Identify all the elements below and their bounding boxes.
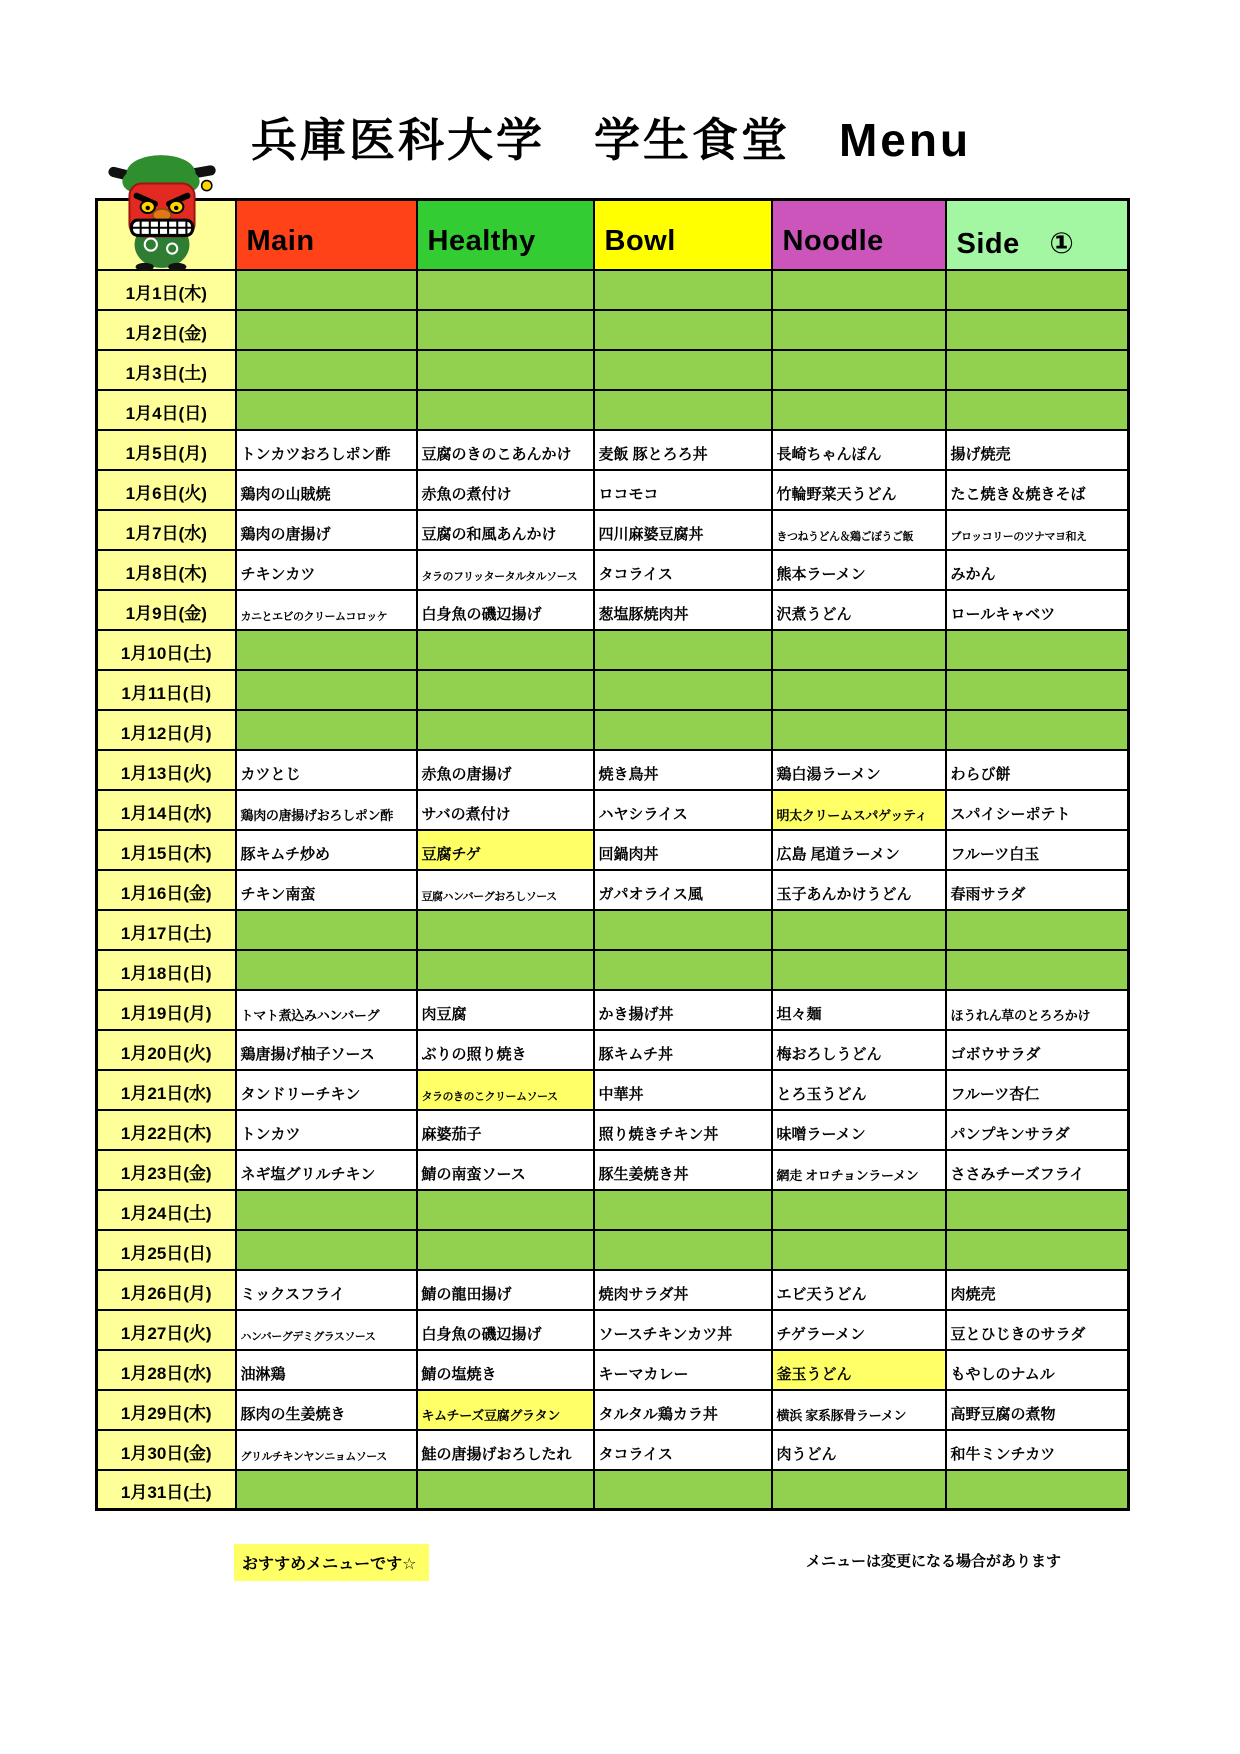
table-row [97, 750, 1129, 790]
empty-cell [946, 1470, 1129, 1510]
menu-cell: 豆腐ハンバーグおろしソース [417, 870, 594, 910]
table-row [97, 990, 1129, 1030]
table-row [97, 350, 1129, 390]
table-row [97, 510, 1129, 550]
empty-cell [417, 350, 594, 390]
menu-cell: 葱塩豚焼肉丼 [594, 590, 772, 630]
empty-cell [236, 910, 417, 950]
date-cell: 1月4日(日) [97, 390, 236, 430]
date-cell: 1月17日(土) [97, 910, 236, 950]
menu-cell: ハンバーグデミグラスソース [236, 1310, 417, 1350]
menu-cell: 坦々麺 [772, 990, 946, 1030]
date-cell: 1月16日(金) [97, 870, 236, 910]
empty-cell [594, 1190, 772, 1230]
date-cell: 1月18日(日) [97, 950, 236, 990]
menu-cell: 赤魚の煮付け [417, 470, 594, 510]
empty-cell [417, 390, 594, 430]
menu-cell: 釜玉うどん [772, 1350, 946, 1390]
menu-cell: エビ天うどん [772, 1270, 946, 1310]
date-cell: 1月29日(木) [97, 1390, 236, 1430]
empty-cell [236, 390, 417, 430]
menu-cell: 白身魚の磯辺揚げ [417, 590, 594, 630]
column-header-bowl: Bowl [594, 200, 772, 270]
column-header-noodle: Noodle [772, 200, 946, 270]
menu-cell: タルタル鶏カラ丼 [594, 1390, 772, 1430]
empty-cell [236, 710, 417, 750]
empty-cell [417, 670, 594, 710]
date-cell: 1月25日(日) [97, 1230, 236, 1270]
empty-cell [236, 350, 417, 390]
menu-cell: 高野豆腐の煮物 [946, 1390, 1129, 1430]
empty-cell [772, 350, 946, 390]
menu-cell: 白身魚の磯辺揚げ [417, 1310, 594, 1350]
date-cell: 1月5日(月) [97, 430, 236, 470]
empty-cell [594, 270, 772, 310]
menu-cell: 豆腐のきのこあんかけ [417, 430, 594, 470]
menu-cell: みかん [946, 550, 1129, 590]
empty-cell [772, 310, 946, 350]
empty-cell [594, 310, 772, 350]
date-cell: 1月31日(土) [97, 1470, 236, 1510]
empty-cell [946, 950, 1129, 990]
menu-cell: 豆腐の和風あんかけ [417, 510, 594, 550]
empty-cell [236, 310, 417, 350]
menu-cell: ネギ塩グリルチキン [236, 1150, 417, 1190]
date-cell: 1月9日(金) [97, 590, 236, 630]
menu-cell: キーマカレー [594, 1350, 772, 1390]
menu-cell: 鯖の南蛮ソース [417, 1150, 594, 1190]
menu-cell: カツとじ [236, 750, 417, 790]
empty-cell [594, 710, 772, 750]
table-row [97, 590, 1129, 630]
menu-cell: トマト煮込みハンバーグ [236, 990, 417, 1030]
table-row [97, 310, 1129, 350]
table-row [97, 1070, 1129, 1110]
empty-cell [417, 310, 594, 350]
table-row [97, 1390, 1129, 1430]
empty-cell [946, 910, 1129, 950]
table-row [97, 1310, 1129, 1350]
menu-cell: ほうれん草のとろろかけ [946, 990, 1129, 1030]
table-row [97, 950, 1129, 990]
menu-cell: 玉子あんかけうどん [772, 870, 946, 910]
menu-cell: 豚生姜焼き丼 [594, 1150, 772, 1190]
empty-cell [417, 1230, 594, 1270]
menu-cell: 長崎ちゃんぽん [772, 430, 946, 470]
table-row [97, 630, 1129, 670]
empty-cell [236, 670, 417, 710]
table-row [97, 1430, 1129, 1470]
table-row [97, 870, 1129, 910]
table-row [97, 1230, 1129, 1270]
menu-cell: 揚げ焼売 [946, 430, 1129, 470]
empty-cell [236, 950, 417, 990]
menu-cell: 麻婆茄子 [417, 1110, 594, 1150]
empty-cell [594, 630, 772, 670]
empty-cell [417, 710, 594, 750]
column-header-main: Main [236, 200, 417, 270]
menu-cell: 肉うどん [772, 1430, 946, 1470]
shishimai-mascot-icon [106, 151, 218, 273]
menu-cell: 鶏唐揚げ柚子ソース [236, 1030, 417, 1070]
menu-cell: 肉焼売 [946, 1270, 1129, 1310]
menu-cell: 油淋鶏 [236, 1350, 417, 1390]
menu-cell: タラのきのこクリームソース [417, 1070, 594, 1110]
date-cell: 1月13日(火) [97, 750, 236, 790]
menu-cell: チキン南蛮 [236, 870, 417, 910]
empty-cell [417, 910, 594, 950]
empty-cell [417, 270, 594, 310]
date-cell: 1月15日(木) [97, 830, 236, 870]
empty-cell [772, 710, 946, 750]
empty-cell [594, 910, 772, 950]
table-row [97, 390, 1129, 430]
empty-cell [946, 670, 1129, 710]
empty-cell [772, 1470, 946, 1510]
empty-cell [417, 630, 594, 670]
empty-cell [946, 1190, 1129, 1230]
table-row [97, 1470, 1129, 1510]
date-cell: 1月3日(土) [97, 350, 236, 390]
menu-cell: 照り焼きチキン丼 [594, 1110, 772, 1150]
table-row [97, 710, 1129, 750]
menu-cell: ミックスフライ [236, 1270, 417, 1310]
table-row [97, 910, 1129, 950]
menu-cell: 鮭の唐揚げおろしたれ [417, 1430, 594, 1470]
menu-cell: 豆とひじきのサラダ [946, 1310, 1129, 1350]
menu-cell: トンカツおろしポン酢 [236, 430, 417, 470]
empty-cell [946, 390, 1129, 430]
empty-cell [772, 670, 946, 710]
menu-cell: フルーツ白玉 [946, 830, 1129, 870]
menu-cell: ソースチキンカツ丼 [594, 1310, 772, 1350]
menu-cell: キムチーズ豆腐グラタン [417, 1390, 594, 1430]
menu-cell: 春雨サラダ [946, 870, 1129, 910]
table-row [97, 670, 1129, 710]
date-cell: 1月12日(月) [97, 710, 236, 750]
empty-cell [236, 1470, 417, 1510]
change-note: メニューは変更になる場合があります [806, 1553, 1062, 1570]
column-header-side: Side ① [946, 200, 1129, 270]
menu-cell: とろ玉うどん [772, 1070, 946, 1110]
empty-cell [946, 630, 1129, 670]
menu-cell: 横浜 家系豚骨ラーメン [772, 1390, 946, 1430]
table-row [97, 1350, 1129, 1390]
menu-cell: ロコモコ [594, 470, 772, 510]
table-row [97, 270, 1129, 310]
menu-cell: 中華丼 [594, 1070, 772, 1110]
corner-cell [97, 200, 236, 270]
date-cell: 1月23日(金) [97, 1150, 236, 1190]
empty-cell [417, 1190, 594, 1230]
date-cell: 1月1日(木) [97, 270, 236, 310]
date-cell: 1月7日(水) [97, 510, 236, 550]
menu-cell: 梅おろしうどん [772, 1030, 946, 1070]
empty-cell [236, 1190, 417, 1230]
empty-cell [236, 270, 417, 310]
menu-cell: 焼き鳥丼 [594, 750, 772, 790]
menu-cell: サバの煮付け [417, 790, 594, 830]
table-row [97, 1110, 1129, 1150]
table-row [97, 430, 1129, 470]
date-cell: 1月22日(木) [97, 1110, 236, 1150]
table-row [97, 790, 1129, 830]
date-cell: 1月14日(水) [97, 790, 236, 830]
empty-cell [772, 390, 946, 430]
empty-cell [236, 630, 417, 670]
menu-cell: 熊本ラーメン [772, 550, 946, 590]
date-cell: 1月2日(金) [97, 310, 236, 350]
menu-cell: 豚キムチ炒め [236, 830, 417, 870]
date-cell: 1月28日(水) [97, 1350, 236, 1390]
menu-cell: 鶏肉の唐揚げ [236, 510, 417, 550]
menu-cell: 明太クリームスパゲッティ [772, 790, 946, 830]
header-row [97, 200, 1129, 270]
empty-cell [417, 950, 594, 990]
empty-cell [946, 270, 1129, 310]
menu-cell: きつねうどん＆鶏ごぼうご飯 [772, 510, 946, 550]
column-header-healthy: Healthy [417, 200, 594, 270]
date-cell: 1月20日(火) [97, 1030, 236, 1070]
empty-cell [594, 350, 772, 390]
table-row [97, 470, 1129, 510]
table-row [97, 550, 1129, 590]
menu-cell: グリルチキンヤンニョムソース [236, 1430, 417, 1470]
menu-cell: カニとエビのクリームコロッケ [236, 590, 417, 630]
menu-cell: チゲラーメン [772, 1310, 946, 1350]
menu-cell: 肉豆腐 [417, 990, 594, 1030]
menu-table [95, 198, 1130, 1511]
date-cell: 1月26日(月) [97, 1270, 236, 1310]
menu-cell: トンカツ [236, 1110, 417, 1150]
empty-cell [946, 310, 1129, 350]
empty-cell [772, 910, 946, 950]
menu-cell: タラのフリッタータルタルソース [417, 550, 594, 590]
menu-cell: 鶏肉の唐揚げおろしポン酢 [236, 790, 417, 830]
empty-cell [946, 1230, 1129, 1270]
date-cell: 1月8日(木) [97, 550, 236, 590]
menu-cell: ささみチーズフライ [946, 1150, 1129, 1190]
menu-cell: たこ焼き＆焼きそば [946, 470, 1129, 510]
date-cell: 1月24日(土) [97, 1190, 236, 1230]
menu-cell: ロールキャベツ [946, 590, 1129, 630]
menu-cell: ハヤシライス [594, 790, 772, 830]
menu-cell: 鶏肉の山賊焼 [236, 470, 417, 510]
menu-cell: 網走 オロチョンラーメン [772, 1150, 946, 1190]
menu-cell: 豚肉の生姜焼き [236, 1390, 417, 1430]
legend-highlight: おすすめメニューです☆ [234, 1544, 429, 1581]
table-row [97, 1270, 1129, 1310]
empty-cell [772, 630, 946, 670]
menu-cell: ぶりの照り焼き [417, 1030, 594, 1070]
empty-cell [594, 950, 772, 990]
empty-cell [417, 1470, 594, 1510]
menu-cell: パンプキンサラダ [946, 1110, 1129, 1150]
menu-cell: 鶏白湯ラーメン [772, 750, 946, 790]
empty-cell [594, 670, 772, 710]
menu-cell: 味噌ラーメン [772, 1110, 946, 1150]
date-cell: 1月27日(火) [97, 1310, 236, 1350]
menu-cell: 和牛ミンチカツ [946, 1430, 1129, 1470]
menu-cell: チキンカツ [236, 550, 417, 590]
menu-cell: 鯖の龍田揚げ [417, 1270, 594, 1310]
date-cell: 1月19日(月) [97, 990, 236, 1030]
menu-cell: スパイシーポテト [946, 790, 1129, 830]
menu-cell: 沢煮うどん [772, 590, 946, 630]
table-row [97, 1190, 1129, 1230]
empty-cell [772, 1190, 946, 1230]
empty-cell [772, 1230, 946, 1270]
menu-cell: ゴボウサラダ [946, 1030, 1129, 1070]
menu-cell: タコライス [594, 550, 772, 590]
empty-cell [946, 350, 1129, 390]
menu-cell: 回鍋肉丼 [594, 830, 772, 870]
menu-cell: ガパオライス風 [594, 870, 772, 910]
menu-cell: フルーツ杏仁 [946, 1070, 1129, 1110]
date-cell: 1月21日(水) [97, 1070, 236, 1110]
menu-cell: もやしのナムル [946, 1350, 1129, 1390]
page-title: 兵庫医科大学 学生食堂 Menu [250, 114, 972, 166]
date-cell: 1月11日(日) [97, 670, 236, 710]
menu-cell: かき揚げ丼 [594, 990, 772, 1030]
empty-cell [236, 1230, 417, 1270]
menu-cell: ブロッコリーのツナマヨ和え [946, 510, 1129, 550]
menu-cell: 焼肉サラダ丼 [594, 1270, 772, 1310]
menu-cell: タンドリーチキン [236, 1070, 417, 1110]
empty-cell [772, 270, 946, 310]
date-cell: 1月30日(金) [97, 1430, 236, 1470]
menu-cell: タコライス [594, 1430, 772, 1470]
menu-cell: 豆腐チゲ [417, 830, 594, 870]
empty-cell [946, 710, 1129, 750]
empty-cell [594, 1230, 772, 1270]
table-row [97, 1030, 1129, 1070]
menu-cell: 竹輪野菜天うどん [772, 470, 946, 510]
empty-cell [594, 1470, 772, 1510]
menu-cell: わらび餅 [946, 750, 1129, 790]
menu-cell: 鯖の塩焼き [417, 1350, 594, 1390]
date-cell: 1月10日(土) [97, 630, 236, 670]
menu-cell: 広島 尾道ラーメン [772, 830, 946, 870]
menu-cell: 豚キムチ丼 [594, 1030, 772, 1070]
menu-cell: 赤魚の唐揚げ [417, 750, 594, 790]
date-cell: 1月6日(火) [97, 470, 236, 510]
table-row [97, 830, 1129, 870]
empty-cell [772, 950, 946, 990]
empty-cell [594, 390, 772, 430]
menu-cell: 四川麻婆豆腐丼 [594, 510, 772, 550]
menu-cell: 麦飯 豚とろろ丼 [594, 430, 772, 470]
table-row [97, 1150, 1129, 1190]
